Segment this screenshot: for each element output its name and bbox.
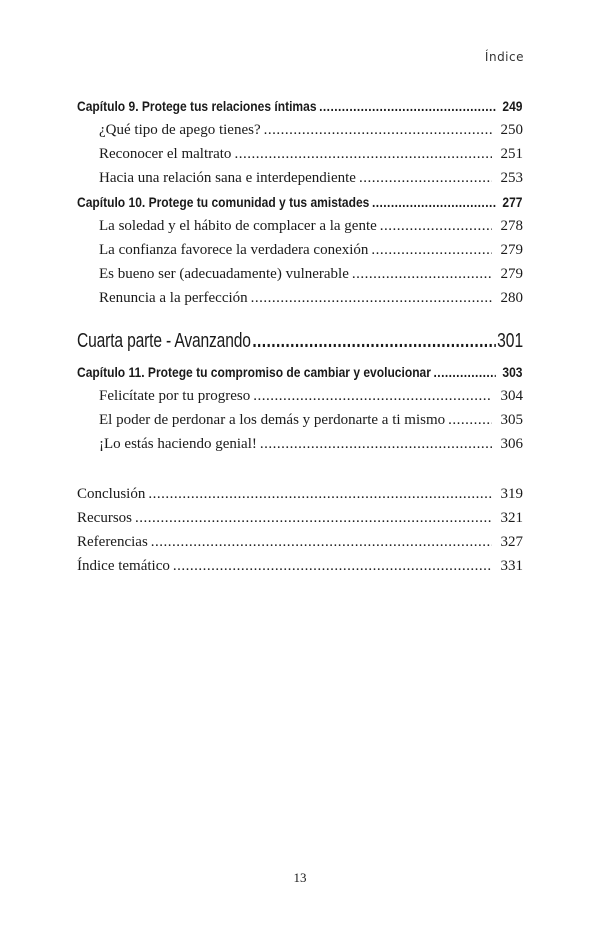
section-title: Hacia una relación sana e interdependiente (99, 170, 356, 186)
page-number: 303 (502, 364, 523, 380)
entry-title: Conclusión (77, 486, 146, 502)
entry-title: Índice temático (77, 558, 170, 574)
leader-dots (260, 432, 492, 456)
page-number: 250 (500, 122, 523, 138)
toc-chapter-10[interactable] (77, 190, 522, 214)
chapter-title: Capítulo 11. Protege tu compromiso de cambiar y evolucionar (77, 364, 431, 380)
page-number: 321 (500, 510, 523, 526)
section-title: Renuncia a la perfección (99, 290, 248, 306)
page-number: 301 (497, 330, 524, 352)
page-number: 251 (500, 146, 523, 162)
page-number: 304 (500, 388, 523, 404)
toc-backmatter-entry[interactable] (77, 554, 523, 578)
leader-dots (151, 530, 492, 554)
page-number: 306 (500, 436, 523, 452)
folio-page-number: 13 (293, 870, 307, 885)
leader-dots (148, 482, 492, 506)
page-number: 279 (500, 242, 523, 258)
section-title: El poder de perdonar a los demás y perdonarte a ti mismo (99, 412, 446, 428)
toc-backmatter (77, 482, 523, 578)
entry-title: Referencias (77, 534, 148, 550)
leader-dots (434, 360, 496, 384)
toc-chapter-9[interactable] (77, 94, 522, 118)
toc-section[interactable] (77, 238, 523, 262)
toc-backmatter-entry[interactable] (77, 530, 523, 554)
page-number: 327 (500, 534, 523, 550)
page-number: 280 (500, 290, 523, 306)
leader-dots (380, 214, 492, 238)
leader-dots (371, 238, 492, 262)
leader-dots (135, 506, 492, 530)
chapter-title: Capítulo 9. Protege tus relaciones íntimas (77, 98, 317, 114)
chapter-title: Capítulo 10. Protege tu comunidad y tus amistades (77, 194, 370, 210)
section-title: Es bueno ser (adecuadamente) vulnerable (99, 266, 349, 282)
toc-section[interactable] (77, 166, 523, 190)
section-title: ¡Lo estás haciendo genial! (99, 436, 257, 452)
toc-section[interactable] (77, 408, 523, 432)
leader-dots (173, 554, 492, 578)
page-number: 319 (500, 486, 523, 502)
section-title: ¿Qué tipo de apego tienes? (99, 122, 261, 138)
toc-section[interactable] (77, 142, 523, 166)
toc-section[interactable] (77, 118, 523, 142)
toc-backmatter-entry[interactable] (77, 482, 523, 506)
leader-dots (359, 166, 492, 190)
toc-backmatter-entry[interactable] (77, 506, 523, 530)
section-title: La confianza favorece la verdadera conexión (99, 242, 369, 258)
section-title: Reconocer el maltrato (99, 146, 232, 162)
page-number: 249 (502, 98, 523, 114)
part-title: Cuarta parte - Avanzando (77, 330, 251, 352)
table-of-contents (77, 94, 523, 578)
toc-section[interactable] (77, 432, 523, 456)
toc-section[interactable] (77, 384, 523, 408)
page-number: 279 (500, 266, 523, 282)
toc-section[interactable] (77, 286, 523, 310)
leader-dots (253, 384, 492, 408)
section-title: La soledad y el hábito de complacer a la gente (99, 218, 377, 234)
page-number: 253 (500, 170, 523, 186)
leader-dots (252, 326, 495, 356)
toc-chapter-11[interactable] (77, 360, 522, 384)
leader-dots (372, 190, 496, 214)
toc-section[interactable] (77, 262, 523, 286)
leader-dots (319, 94, 496, 118)
leader-dots (234, 142, 492, 166)
page-number: 331 (500, 558, 523, 574)
leader-dots (352, 262, 492, 286)
leader-dots (448, 408, 492, 432)
toc-part-4[interactable] (77, 326, 523, 356)
leader-dots (251, 286, 492, 310)
page-number: 277 (502, 194, 523, 210)
running-head: Índice (484, 50, 524, 64)
page-number: 278 (500, 218, 523, 234)
page-number: 305 (500, 412, 523, 428)
leader-dots (264, 118, 492, 142)
section-title: Felicítate por tu progreso (99, 388, 251, 404)
toc-section[interactable] (77, 214, 523, 238)
entry-title: Recursos (77, 510, 132, 526)
